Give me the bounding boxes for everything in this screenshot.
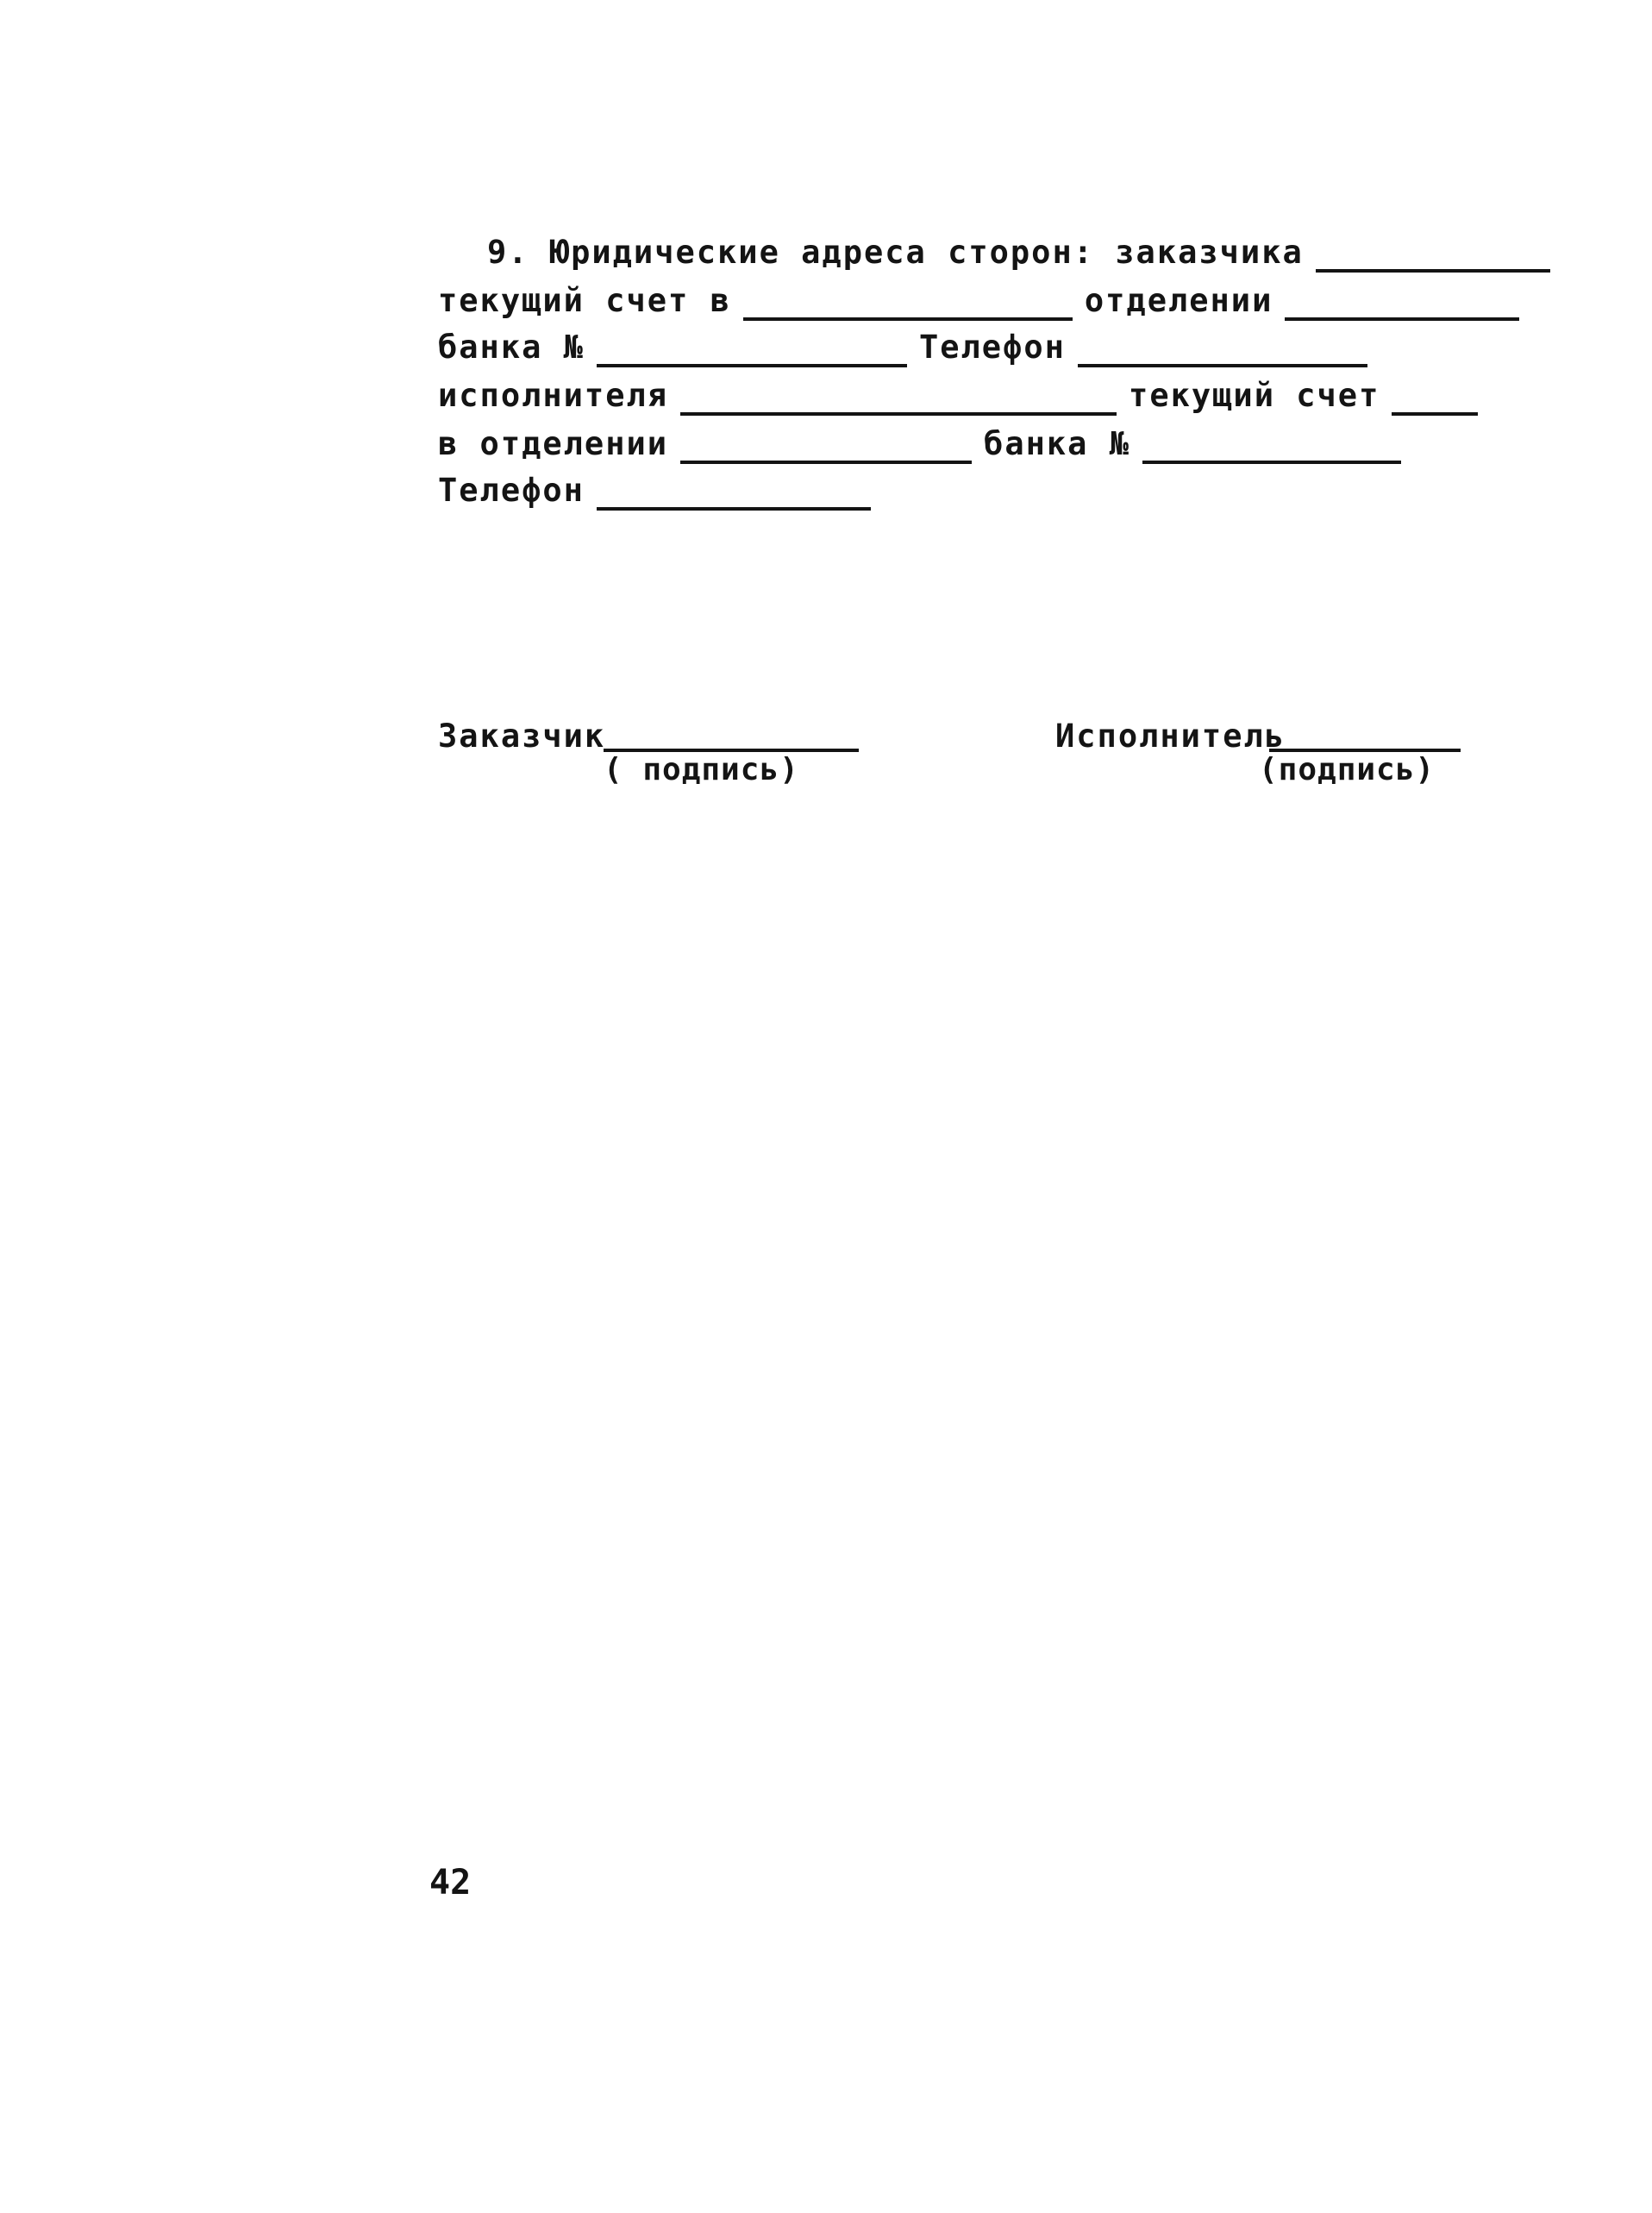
contractor-phone-field[interactable]: [597, 507, 871, 511]
contractor-account-field[interactable]: [1392, 412, 1478, 416]
customer-signature-caption: ( подпись): [604, 752, 799, 787]
address-line-3: [438, 321, 1380, 369]
phone-label: Телефон: [918, 329, 1066, 366]
contractor-bank-no-field[interactable]: [1142, 461, 1401, 464]
current-account-in-label: текущий счет в: [438, 282, 731, 319]
phone-label-2: Телефон: [438, 472, 585, 509]
customer-bank-no-field[interactable]: [597, 364, 907, 367]
address-line-2: [438, 274, 1531, 323]
address-line-1: [487, 226, 1562, 274]
customer-signature-label: Заказчик: [438, 718, 606, 755]
customer-address-field[interactable]: [1316, 269, 1550, 273]
address-line-5: [438, 417, 1413, 466]
section-heading: 9. Юридические адреса сторон: заказчика: [487, 234, 1304, 271]
page-number: 42: [429, 1863, 472, 1903]
contractor-signature-label: Исполнитель: [1055, 718, 1286, 755]
branch-label-2: в отделении: [438, 425, 669, 462]
current-account-label: текущий счет: [1129, 377, 1380, 414]
bank-no-label-2: банка №: [984, 425, 1130, 462]
bank-no-label: банка №: [438, 329, 585, 366]
contractor-address-field[interactable]: [680, 412, 1117, 416]
address-line-4: [438, 369, 1490, 417]
contractor-label: исполнителя: [438, 377, 669, 414]
customer-phone-field[interactable]: [1078, 364, 1367, 367]
branch-label: отделении: [1084, 282, 1273, 319]
address-line-6: [438, 464, 883, 512]
contractor-signature-caption: (подпись): [1259, 752, 1436, 787]
